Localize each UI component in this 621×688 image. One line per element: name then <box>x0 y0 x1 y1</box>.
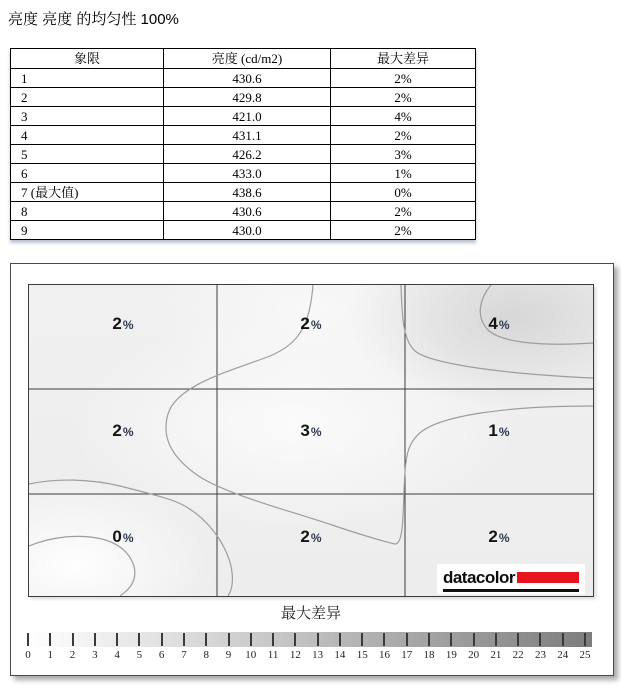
difference-cell: 2% <box>331 69 476 88</box>
colorbar-tick <box>428 633 430 646</box>
cell-value-label <box>488 421 509 441</box>
colorbar-tick <box>317 633 319 646</box>
cell-percent-sign: % <box>310 318 322 332</box>
colorbar-tick <box>406 633 408 646</box>
colorbar-tick <box>272 633 274 646</box>
quadrant-cell: 8 <box>11 202 164 221</box>
table-body <box>11 69 476 240</box>
difference-cell: 2% <box>331 88 476 107</box>
colorbar-tick <box>138 633 140 646</box>
colorbar-tick-label: 13 <box>312 649 324 661</box>
difference-cell: 4% <box>331 107 476 126</box>
quadrant-cell: 5 <box>11 145 164 164</box>
colorbar-tick-label: 16 <box>378 649 390 661</box>
cell-value-label <box>488 527 509 547</box>
colorbar-tick <box>228 633 230 646</box>
cell-percent-sign: % <box>122 531 134 545</box>
quadrant-cell: 4 <box>11 126 164 145</box>
cell-value-label <box>112 421 133 441</box>
table-row <box>11 88 476 107</box>
quadrant-cell: 3 <box>11 107 164 126</box>
colorbar-tick <box>473 633 475 646</box>
colorbar-tick-label: 9 <box>225 649 232 661</box>
quadrant-cell: 6 <box>11 164 164 183</box>
colorbar-tick <box>161 633 163 646</box>
colorbar-tick <box>584 633 586 646</box>
colorbar-tick-label: 2 <box>69 649 76 661</box>
colorbar-tick-label: 14 <box>334 649 346 661</box>
luminance-cell: 430.6 <box>164 202 331 221</box>
colorbar-tick-label: 15 <box>356 649 368 661</box>
uniformity-grid <box>28 284 594 597</box>
colorbar-tick-label: 19 <box>445 649 457 661</box>
colorbar-tick <box>27 633 29 646</box>
colorbar-tick <box>539 633 541 646</box>
table-header-row <box>11 49 476 69</box>
cell-value-number: 1 <box>488 421 498 440</box>
colorbar-tick-label: 18 <box>423 649 435 661</box>
table-row <box>11 126 476 145</box>
colorbar-tick-label: 7 <box>181 649 187 661</box>
cell-value-number: 2 <box>488 527 498 546</box>
column-header-max-difference: 最大差异 <box>331 49 476 69</box>
luminance-cell: 430.6 <box>164 69 331 88</box>
colorbar-tick <box>49 633 51 646</box>
difference-cell: 2% <box>331 126 476 145</box>
colorbar-title: 最大差异 <box>280 605 341 622</box>
colorbar-tick <box>294 633 296 646</box>
colorbar-tick-label: 6 <box>158 649 165 661</box>
colorbar-tick-label: 17 <box>401 649 413 661</box>
colorbar-tick-label: 22 <box>512 649 524 661</box>
datacolor-logo <box>437 564 585 594</box>
cell-value-number: 0 <box>112 527 122 546</box>
cell-value-number: 2 <box>112 421 122 440</box>
difference-cell: 2% <box>331 221 476 240</box>
colorbar-tick <box>72 633 74 646</box>
colorbar-tick <box>205 633 207 646</box>
table-row <box>11 202 476 221</box>
table-row <box>11 69 476 88</box>
luminance-cell: 426.2 <box>164 145 331 164</box>
quadrant-cell: 1 <box>11 69 164 88</box>
luminance-cell: 433.0 <box>164 164 331 183</box>
column-header-luminance: 亮度 (cd/m2) <box>164 49 331 69</box>
colorbar-tick-label: 11 <box>267 649 279 661</box>
cell-value-number: 3 <box>300 421 310 440</box>
cell-value-label <box>112 314 133 334</box>
cell-value-label <box>112 527 133 547</box>
colorbar-tick <box>116 633 118 646</box>
luminance-cell: 421.0 <box>164 107 331 126</box>
cell-value-number: 2 <box>112 314 122 333</box>
colorbar-tick-label: 10 <box>245 649 257 661</box>
colorbar-tick <box>250 633 252 646</box>
luminance-cell: 431.1 <box>164 126 331 145</box>
luminance-table <box>10 48 476 240</box>
datacolor-logo-text: datacolor <box>442 568 515 587</box>
table-row <box>11 183 476 202</box>
cell-percent-sign: % <box>122 318 134 332</box>
uniformity-panel <box>10 263 614 676</box>
table-row <box>11 221 476 240</box>
luminance-cell: 438.6 <box>164 183 331 202</box>
colorbar-tick <box>183 633 185 646</box>
datacolor-logo-inner <box>443 568 579 592</box>
colorbar-tick <box>562 633 564 646</box>
datacolor-logo-red-bar <box>517 572 579 583</box>
quadrant-cell: 2 <box>11 88 164 107</box>
colorbar-tick <box>495 633 497 646</box>
cell-percent-sign: % <box>498 425 510 439</box>
cell-percent-sign: % <box>310 425 322 439</box>
difference-cell: 0% <box>331 183 476 202</box>
page-title: 亮度 亮度 的均匀性 100% <box>8 11 179 28</box>
table-row <box>11 164 476 183</box>
cell-value-label <box>300 314 321 334</box>
colorbar-tick <box>94 633 96 646</box>
table-row <box>11 145 476 164</box>
colorbar-tick-label: 25 <box>579 649 591 661</box>
cell-percent-sign: % <box>310 531 322 545</box>
colorbar-tick-label: 3 <box>92 649 98 661</box>
colorbar-tick <box>450 633 452 646</box>
colorbar-tick-label: 20 <box>468 649 480 661</box>
colorbar-tick <box>361 633 363 646</box>
colorbar-tick <box>383 633 385 646</box>
cell-percent-sign: % <box>498 531 510 545</box>
cell-percent-sign: % <box>498 318 510 332</box>
table-row <box>11 107 476 126</box>
colorbar-tick-label: 23 <box>534 649 546 661</box>
quadrant-cell: 9 <box>11 221 164 240</box>
luminance-cell: 430.0 <box>164 221 331 240</box>
cell-value-number: 2 <box>300 314 310 333</box>
colorbar-tick-label: 21 <box>490 649 502 661</box>
colorbar-tick-label: 5 <box>136 649 143 661</box>
quadrant-cell: 7 (最大值) <box>11 183 164 202</box>
cell-value-number: 2 <box>300 527 310 546</box>
colorbar-tick <box>517 633 519 646</box>
colorbar-tick-label: 8 <box>203 649 209 661</box>
difference-cell: 3% <box>331 145 476 164</box>
colorbar-tick-label: 24 <box>557 649 569 661</box>
difference-cell: 2% <box>331 202 476 221</box>
difference-cell: 1% <box>331 164 476 183</box>
colorbar-tick <box>339 633 341 646</box>
cell-percent-sign: % <box>122 425 134 439</box>
colorbar-tick-label: 4 <box>114 649 120 661</box>
colorbar <box>25 632 592 647</box>
luminance-cell: 429.8 <box>164 88 331 107</box>
column-header-quadrant: 象限 <box>11 49 164 69</box>
cell-value-label <box>488 314 509 334</box>
cell-value-label <box>300 421 321 441</box>
colorbar-tick-label: 1 <box>47 649 54 661</box>
colorbar-tick-label: 0 <box>25 649 31 661</box>
colorbar-tick-labels <box>25 649 592 662</box>
cell-value-label <box>300 527 321 547</box>
colorbar-tick-label: 12 <box>289 649 301 661</box>
cell-value-number: 4 <box>488 314 498 333</box>
